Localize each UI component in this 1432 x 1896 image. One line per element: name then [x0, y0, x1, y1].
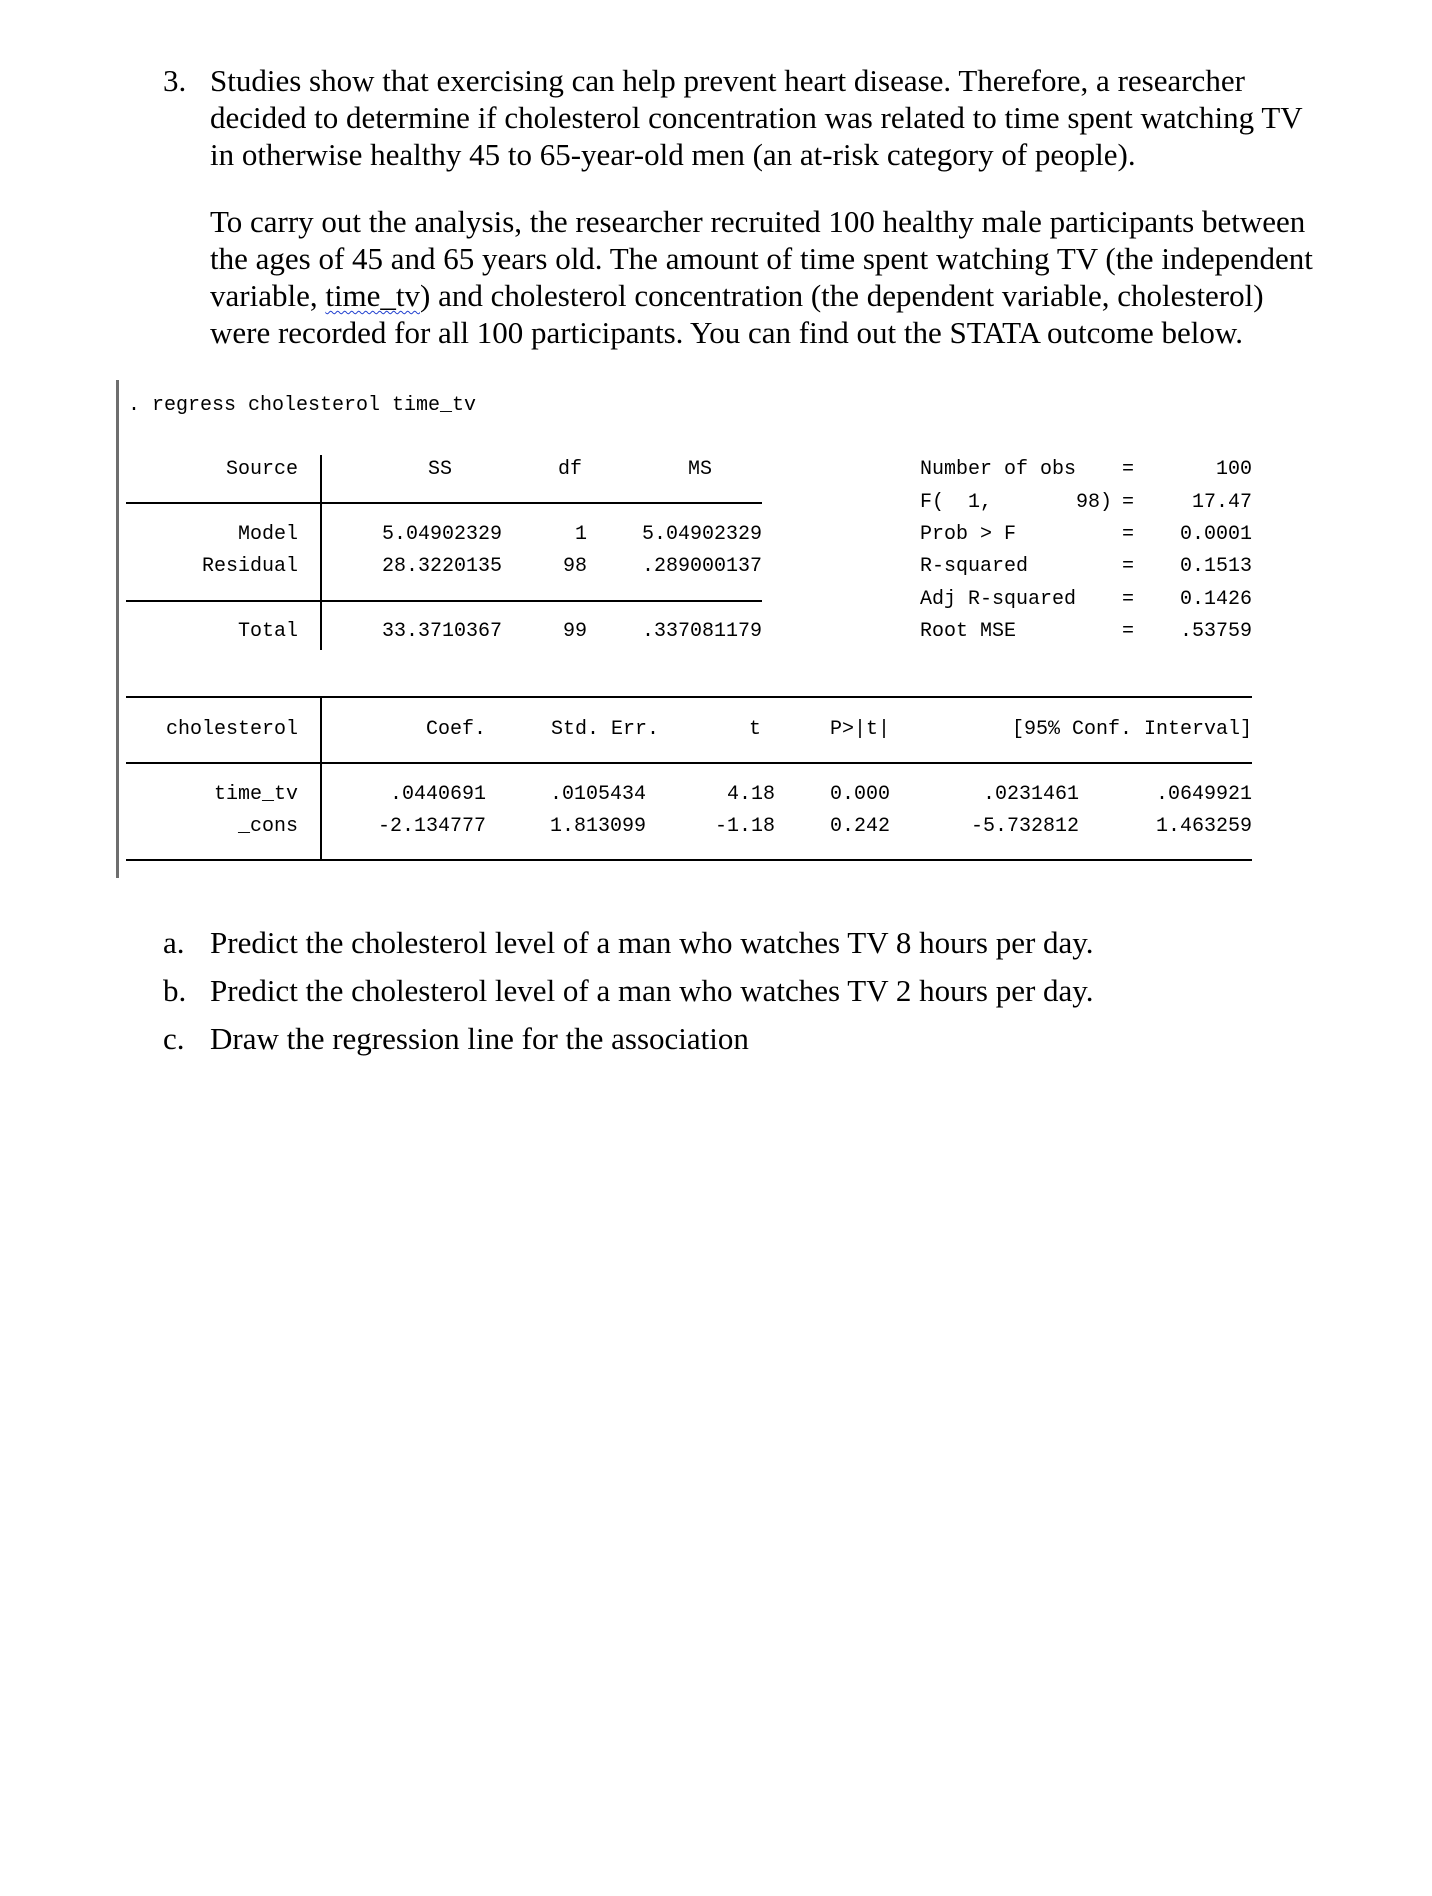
stat-value: 17.47	[1191, 491, 1252, 514]
intro-line: Studies show that exercising can help prevent heart disease. Therefore, a researcher	[210, 63, 1245, 98]
coef-row-name: time_tv	[213, 783, 298, 806]
coef-row-name: _cons	[237, 815, 298, 838]
stat-value: 0.0001	[1179, 523, 1252, 546]
anova-rule	[126, 502, 762, 504]
stat-eq: =	[1122, 523, 1135, 546]
header-ci: [95% Conf. Interval]	[1011, 718, 1252, 741]
coef-row-t: 4.18	[726, 783, 775, 806]
stat-label: Number of obs	[920, 458, 1077, 481]
subquestion-text: Draw the regression line for the association	[210, 1021, 749, 1056]
coef-row-ci-high: 1.463259	[1155, 815, 1252, 838]
coef-row-p: 0.000	[829, 783, 890, 806]
coef-rule-bottom	[126, 859, 1252, 861]
coef-rule-top	[126, 696, 1252, 698]
coef-row-t: -1.18	[714, 815, 775, 838]
header-coef: Coef.	[425, 718, 486, 741]
coef-row-se: 1.813099	[549, 815, 646, 838]
header-ms: MS	[687, 458, 712, 481]
method-line: were recorded for all 100 participants. You can find out the STATA outcome below.	[210, 315, 1243, 350]
stat-value: .53759	[1179, 620, 1252, 643]
coef-row-coef: -2.134777	[377, 815, 486, 838]
coef-row-ci-low: .0231461	[982, 783, 1079, 806]
header-p: P>|t|	[829, 718, 890, 741]
subquestion-text: Predict the cholesterol level of a man who watches TV 2 hours per day.	[210, 973, 1094, 1008]
coef-row-p: 0.242	[829, 815, 890, 838]
row-ms: .337081179	[641, 620, 762, 643]
stat-eq: =	[1122, 458, 1135, 481]
subquestion-text: Predict the cholesterol level of a man who watches TV 8 hours per day.	[210, 925, 1094, 960]
stat-label: R-squared	[920, 555, 1029, 578]
stat-eq: =	[1122, 555, 1135, 578]
row-ms: 5.04902329	[641, 523, 762, 546]
stat-label: F( 1, 98)	[920, 491, 1113, 514]
coef-row-ci-low: -5.732812	[970, 815, 1079, 838]
question-number: 3.	[163, 63, 187, 98]
intro-line: in otherwise healthy 45 to 65-year-old men (an at-risk category of people).	[210, 137, 1136, 172]
row-df: 98	[562, 555, 587, 578]
header-ss: SS	[427, 458, 452, 481]
header-source: Source	[225, 458, 298, 481]
coef-row-se: .0105434	[549, 783, 646, 806]
stat-label: Root MSE	[920, 620, 1017, 643]
stat-value: 100	[1215, 458, 1252, 481]
row-ss: 33.3710367	[381, 620, 502, 643]
anova-rule	[126, 600, 762, 602]
subquestion-letter: a.	[163, 925, 185, 960]
output-margin-bar	[116, 380, 119, 878]
coef-vrule	[320, 697, 322, 860]
method-line	[210, 277, 1264, 314]
intro-line: decided to determine if cholesterol concentration was related to time spent watching TV	[210, 100, 1303, 135]
stat-value: 0.1426	[1179, 588, 1252, 611]
coef-row-ci-high: .0649921	[1155, 783, 1252, 806]
coef-rule-mid	[126, 762, 1252, 764]
subquestion-letter: c.	[163, 1021, 185, 1056]
row-ms: .289000137	[641, 555, 762, 578]
stat-label: Adj R-squared	[920, 588, 1077, 611]
coef-row-coef: .0440691	[389, 783, 486, 806]
row-ss: 28.3220135	[381, 555, 502, 578]
row-source: Residual	[201, 555, 298, 578]
row-df: 1	[574, 523, 587, 546]
row-ss: 5.04902329	[381, 523, 502, 546]
stat-eq: =	[1122, 588, 1135, 611]
method-text: variable,	[210, 278, 326, 313]
header-stderr: Std. Err.	[550, 718, 659, 741]
row-source: Model	[237, 523, 298, 546]
header-t: t	[748, 718, 761, 741]
stat-value: 0.1513	[1179, 555, 1252, 578]
header-dependent: cholesterol	[165, 718, 298, 741]
stata-command: . regress cholesterol time_tv	[128, 394, 477, 417]
method-line: To carry out the analysis, the researcher recruited 100 healthy male participants between	[210, 204, 1306, 239]
method-line: the ages of 45 and 65 years old. The amount of time spent watching TV (the independent	[210, 241, 1313, 276]
method-text: ) and cholesterol concentration (the dependent variable, cholesterol)	[420, 278, 1264, 313]
row-source: Total	[237, 620, 298, 643]
anova-vrule	[320, 455, 322, 650]
stat-eq: =	[1122, 620, 1135, 643]
variable-name-spellcheck: time_tv	[325, 278, 421, 313]
stat-label: Prob > F	[920, 523, 1017, 546]
row-df: 99	[562, 620, 587, 643]
subquestion-letter: b.	[163, 973, 187, 1008]
header-df: df	[557, 458, 582, 481]
stat-eq: =	[1122, 491, 1135, 514]
